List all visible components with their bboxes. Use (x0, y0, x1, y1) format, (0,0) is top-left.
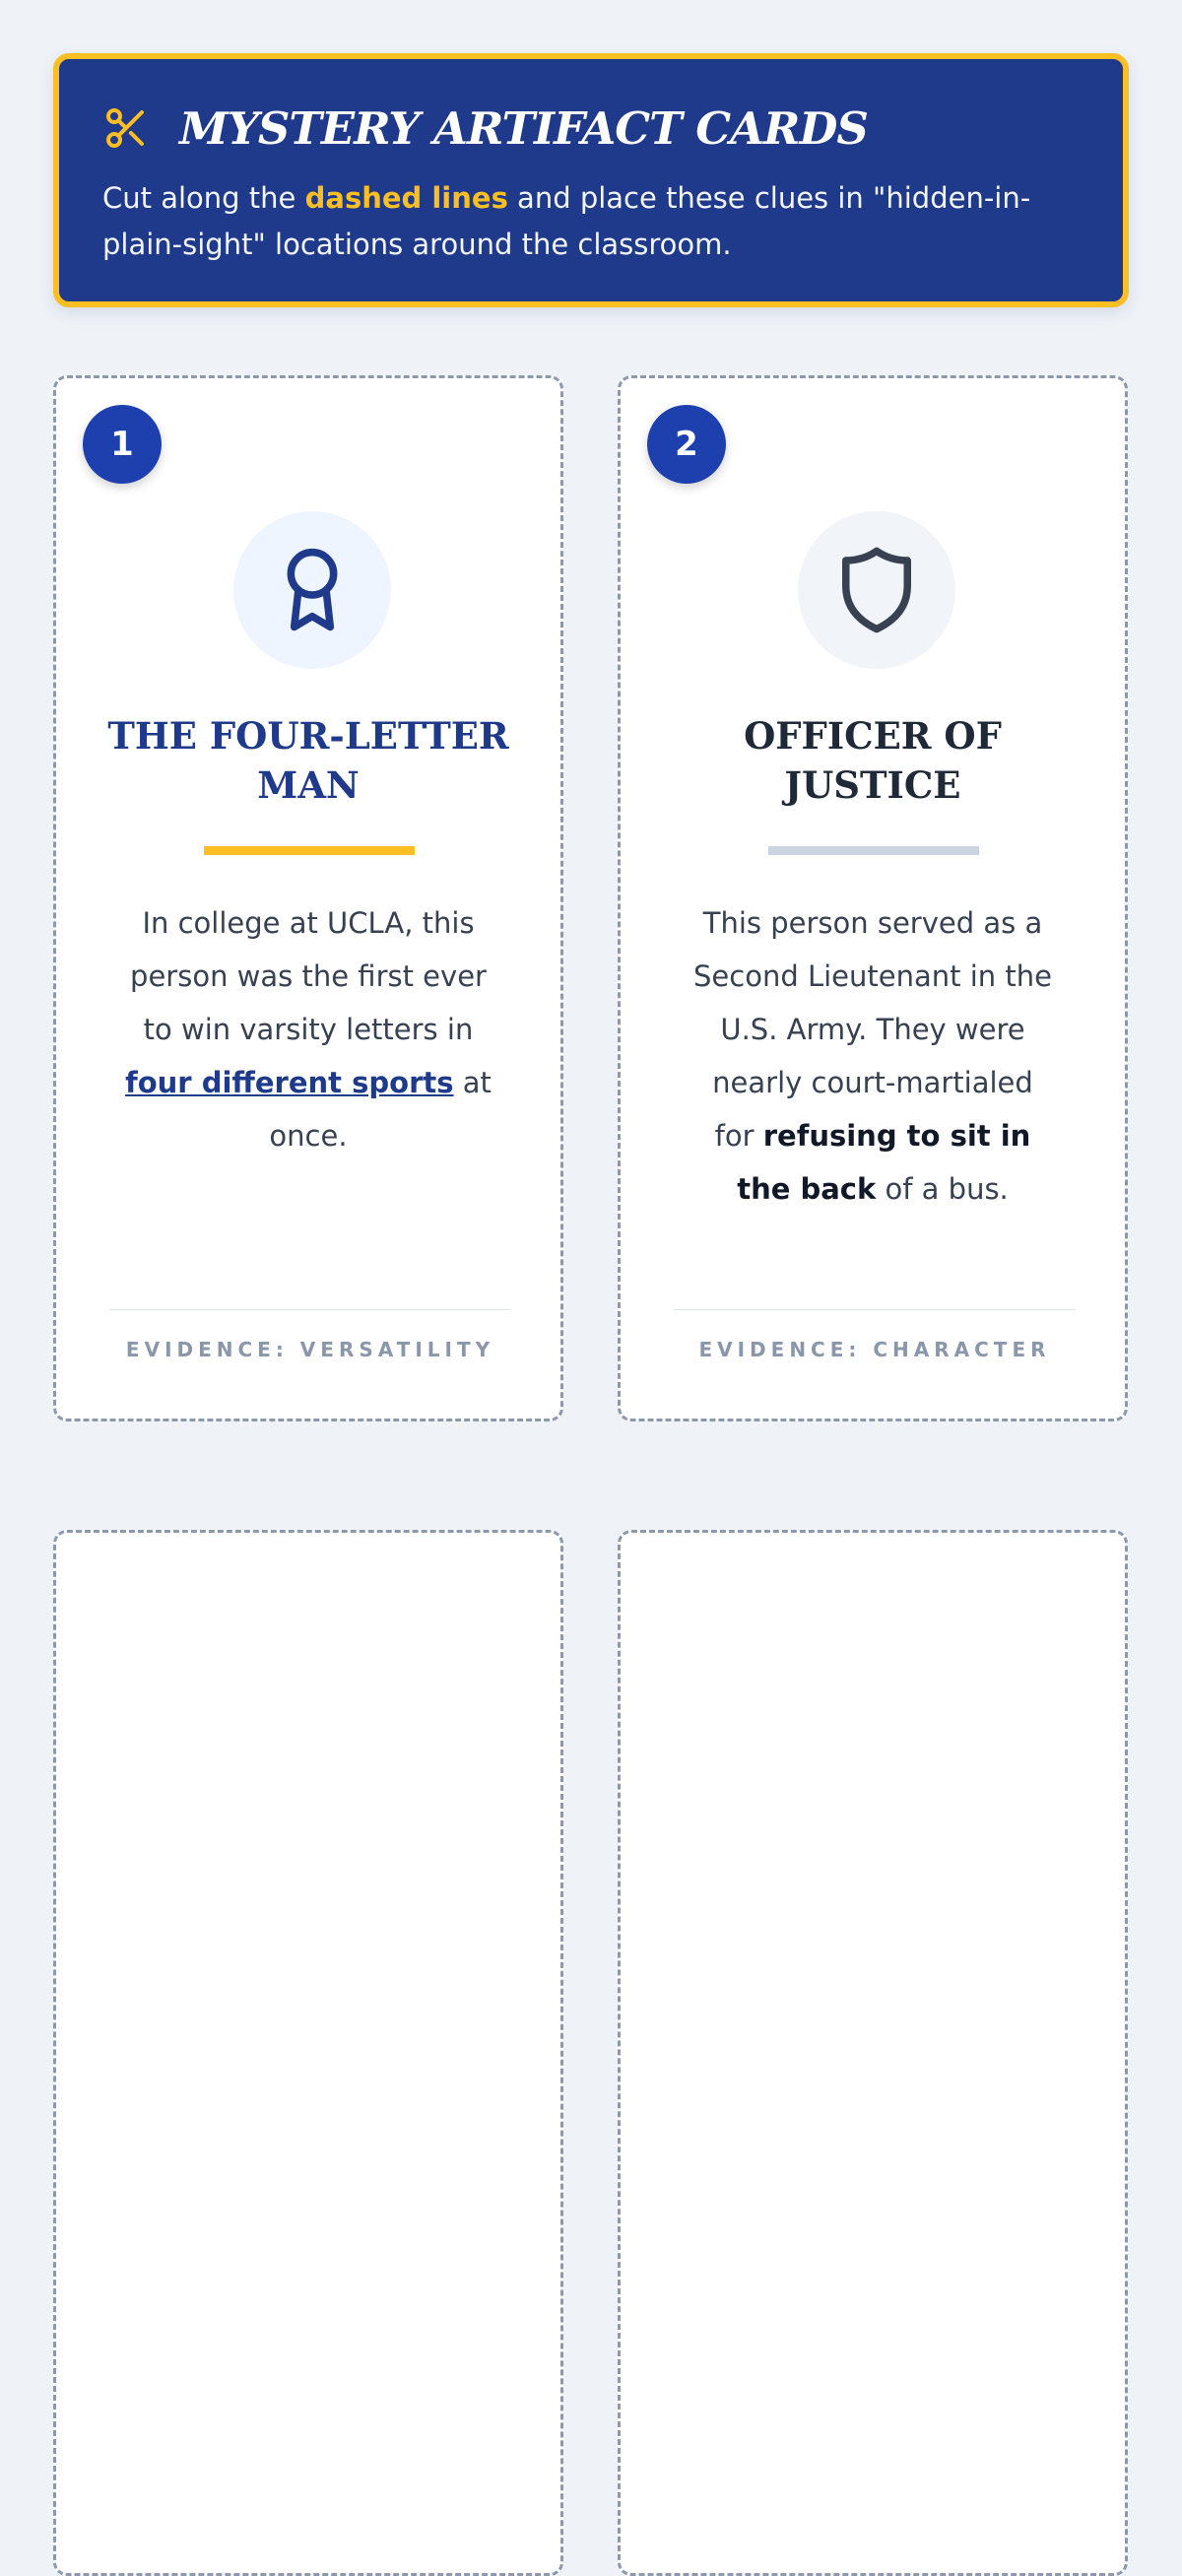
card-number-badge: 2 (647, 405, 726, 484)
clue-text-end: at once. (269, 1066, 492, 1153)
card-evidence-label: EVIDENCE: VERSATILITY (109, 1309, 511, 1389)
card-evidence-label: EVIDENCE: CHARACTER (674, 1309, 1076, 1389)
artifact-card-4 (618, 1530, 1128, 2576)
clue-emphasis: refusing to sit in the back (737, 1119, 1031, 1206)
instructions-banner (53, 53, 1129, 307)
page-title: MYSTERY ARTIFACT CARDS (179, 101, 868, 155)
card-divider (768, 846, 979, 855)
award-ribbon-icon (263, 541, 361, 639)
scissors-icon (102, 104, 150, 152)
clue-emphasis: four different sports (125, 1066, 454, 1099)
card-clue-text (690, 896, 1056, 1216)
description-text-end: and place these clues in "hidden-in-plain-sight" locations around the classroom. (102, 181, 1031, 261)
card-icon-circle (798, 511, 955, 669)
card-icon-circle (233, 511, 391, 669)
shield-icon (827, 541, 926, 639)
artifact-card-2 (618, 375, 1128, 1421)
card-divider (204, 846, 415, 855)
clue-text: This person served as a Second Lieutenant in the U.S. Army. They were nearly court-martialed for (693, 906, 1052, 1153)
description-text: Cut along the (102, 181, 305, 215)
artifact-card-3 (53, 1530, 563, 2576)
artifact-card-1 (53, 375, 563, 1421)
card-title: THE FOUR-LETTER MAN (107, 714, 509, 807)
banner-description (102, 175, 1087, 268)
card-number-badge: 1 (83, 405, 162, 484)
card-clue-text (125, 896, 492, 1162)
clue-text: In college at UCLA, this person was the first ever to win varsity letters in (130, 906, 487, 1046)
banner-title-row (102, 101, 868, 155)
description-highlight: dashed lines (304, 181, 508, 215)
clue-text-end: of a bus. (876, 1172, 1009, 1206)
card-title: OFFICER OF JUSTICE (744, 714, 1002, 807)
